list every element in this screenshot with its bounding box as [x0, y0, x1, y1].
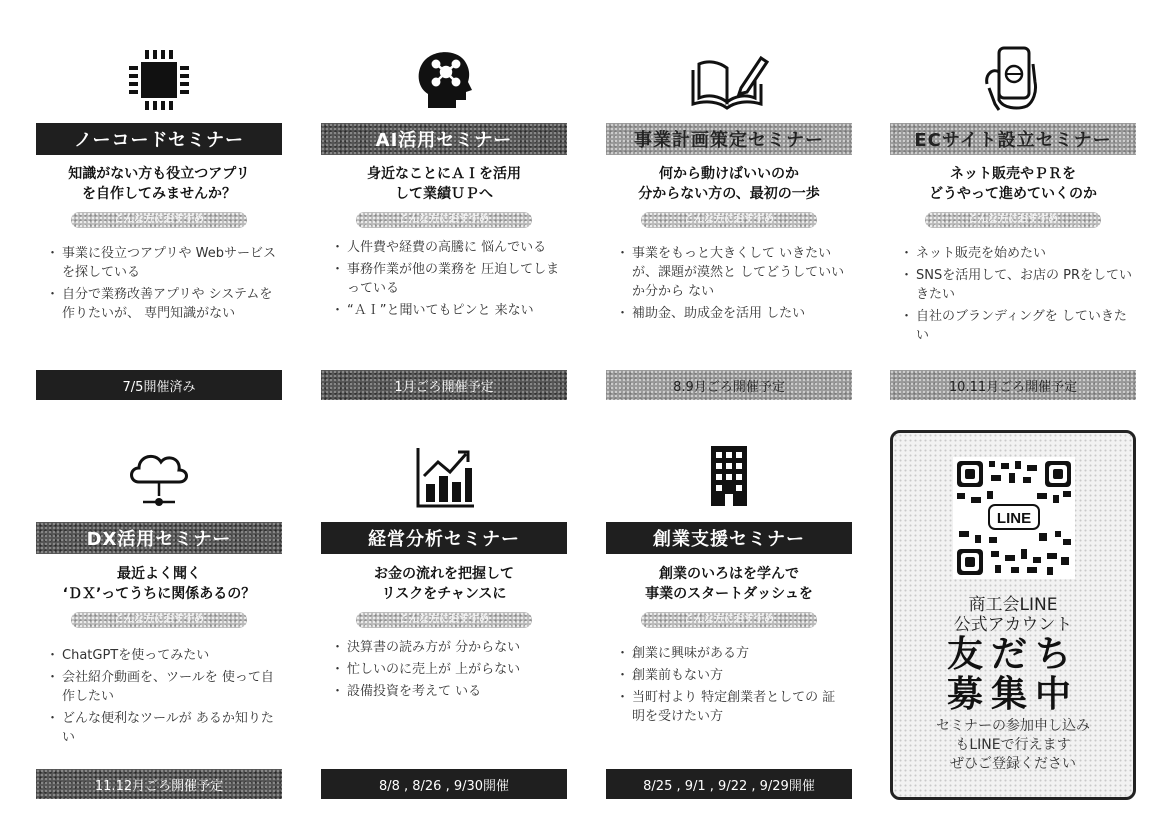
seminar-lead: 身近なことにＡＩを活用 して業績ＵＰへ: [367, 166, 521, 202]
building-icon: [693, 440, 765, 512]
list-item: ・ 忙しいのに売上が 上がらない: [333, 660, 563, 679]
recommend-pill: こんな方におすすめ: [71, 612, 247, 628]
seminar-date: 7/5開催済み: [36, 370, 282, 400]
recommend-pill: こんな方におすすめ: [356, 612, 532, 628]
recommend-pill: こんな方におすすめ: [925, 212, 1101, 228]
line-account-label: 商工会LINE 公式アカウント: [953, 595, 1073, 635]
list-item: ・ 人件費や経費の高騰に 悩んでいる: [333, 238, 563, 257]
recommend-pill: こんな方におすすめ: [641, 612, 817, 628]
recommend-pill: こんな方におすすめ: [356, 212, 532, 228]
seminar-date: 8.9月ごろ開催予定: [606, 370, 852, 400]
chart-growth-icon: [408, 440, 480, 512]
chip-icon: [123, 44, 195, 116]
recommend-pill: こんな方におすすめ: [71, 212, 247, 228]
cloud-network-icon: [123, 440, 195, 512]
list-item: ・ ネット販売を始めたい: [902, 244, 1132, 263]
seminar-date: 1月ごろ開催予定: [321, 370, 567, 400]
seminar-title: ノーコードセミナー: [36, 123, 282, 155]
line-qr-code[interactable]: [953, 457, 1075, 579]
list-item: ・ 創業に興味がある方: [618, 644, 848, 663]
list-item: ・ 会社紹介動画を、ツールを 使って自作したい: [48, 668, 278, 706]
seminar-target-list: [333, 638, 563, 704]
seminar-target-list: [333, 238, 563, 323]
seminar-lead: 最近よく聞く ‘ＤＸ’ってうちに関係あるの？: [62, 566, 256, 602]
seminar-date: 8/8 , 8/26 , 9/30開催: [321, 769, 567, 799]
list-item: ・ 事業に役立つアプリや Webサービスを探している: [48, 244, 278, 282]
list-item: ・ 当町村より 特定創業者としての 証明を受けたい方: [618, 688, 848, 726]
list-item: ・ “ＡＩ”と聞いてもピンと 来ない: [333, 301, 563, 320]
qr-line-label: LINE: [996, 510, 1032, 527]
list-item: ・ 設備投資を考えて いる: [333, 682, 563, 701]
smartphone-hand-icon: [977, 44, 1049, 116]
ai-head-icon: [408, 44, 480, 116]
seminar-lead: 創業のいろはを学んで 事業のスタートダッシュを: [645, 566, 813, 602]
list-item: ・ 事務作業が他の業務を 圧迫してしまっている: [333, 260, 563, 298]
line-signup-box: [890, 430, 1136, 800]
line-signup-note: セミナーの参加申し込み もLINEで行えます ぜひご登録ください: [936, 718, 1090, 772]
seminar-lead: 何から動けばいいのか 分からない方の、最初の一歩: [638, 166, 820, 202]
seminar-date: 8/25 , 9/1 , 9/22 , 9/29開催: [606, 769, 852, 799]
list-item: ・ 補助金、助成金を活用 したい: [618, 304, 848, 323]
friend-recruit-headline: 友だち 募集中: [946, 634, 1079, 715]
seminar-title: DX活用セミナー: [36, 522, 282, 554]
seminar-lead: 知識がない方も役立つアプリ を自作してみませんか？: [68, 166, 250, 202]
list-item: ・ 自社のブランディングを していきたい: [902, 307, 1132, 345]
seminar-lead: お金の流れを把握して リスクをチャンスに: [374, 566, 514, 602]
seminar-title: 事業計画策定セミナー: [606, 123, 852, 155]
seminar-title: 経営分析セミナー: [321, 522, 567, 554]
seminar-target-list: [48, 646, 278, 750]
seminar-target-list: [902, 244, 1132, 348]
recommend-pill: こんな方におすすめ: [641, 212, 817, 228]
list-item: ・ 自分で業務改善アプリや システムを作りたいが、 専門知識がない: [48, 285, 278, 323]
list-item: ・ SNSを活用して、お店の PRをしていきたい: [902, 266, 1132, 304]
list-item: ・ 決算書の読み方が 分からない: [333, 638, 563, 657]
list-item: ・ 創業前もない方: [618, 666, 848, 685]
list-item: ・ 事業をもっと大きくして いきたいが、課題が漠然と してどうしていいか分から ない: [618, 244, 848, 301]
seminar-target-list: [618, 644, 848, 729]
seminar-target-list: [48, 244, 278, 326]
seminar-title: AI活用セミナー: [321, 123, 567, 155]
seminar-target-list: [618, 244, 848, 326]
list-item: ・ どんな便利なツールが あるか知りたい: [48, 709, 278, 747]
seminar-date: 11.12月ごろ開催予定: [36, 769, 282, 799]
list-item: ・ ChatGPTを使ってみたい: [48, 646, 278, 665]
seminar-title: 創業支援セミナー: [606, 522, 852, 554]
book-pen-icon: [689, 44, 769, 116]
seminar-date: 10.11月ごろ開催予定: [890, 370, 1136, 400]
seminar-title: ECサイト設立セミナー: [890, 123, 1136, 155]
seminar-lead: ネット販売やＰＲを どうやって進めていくのか: [929, 166, 1097, 202]
